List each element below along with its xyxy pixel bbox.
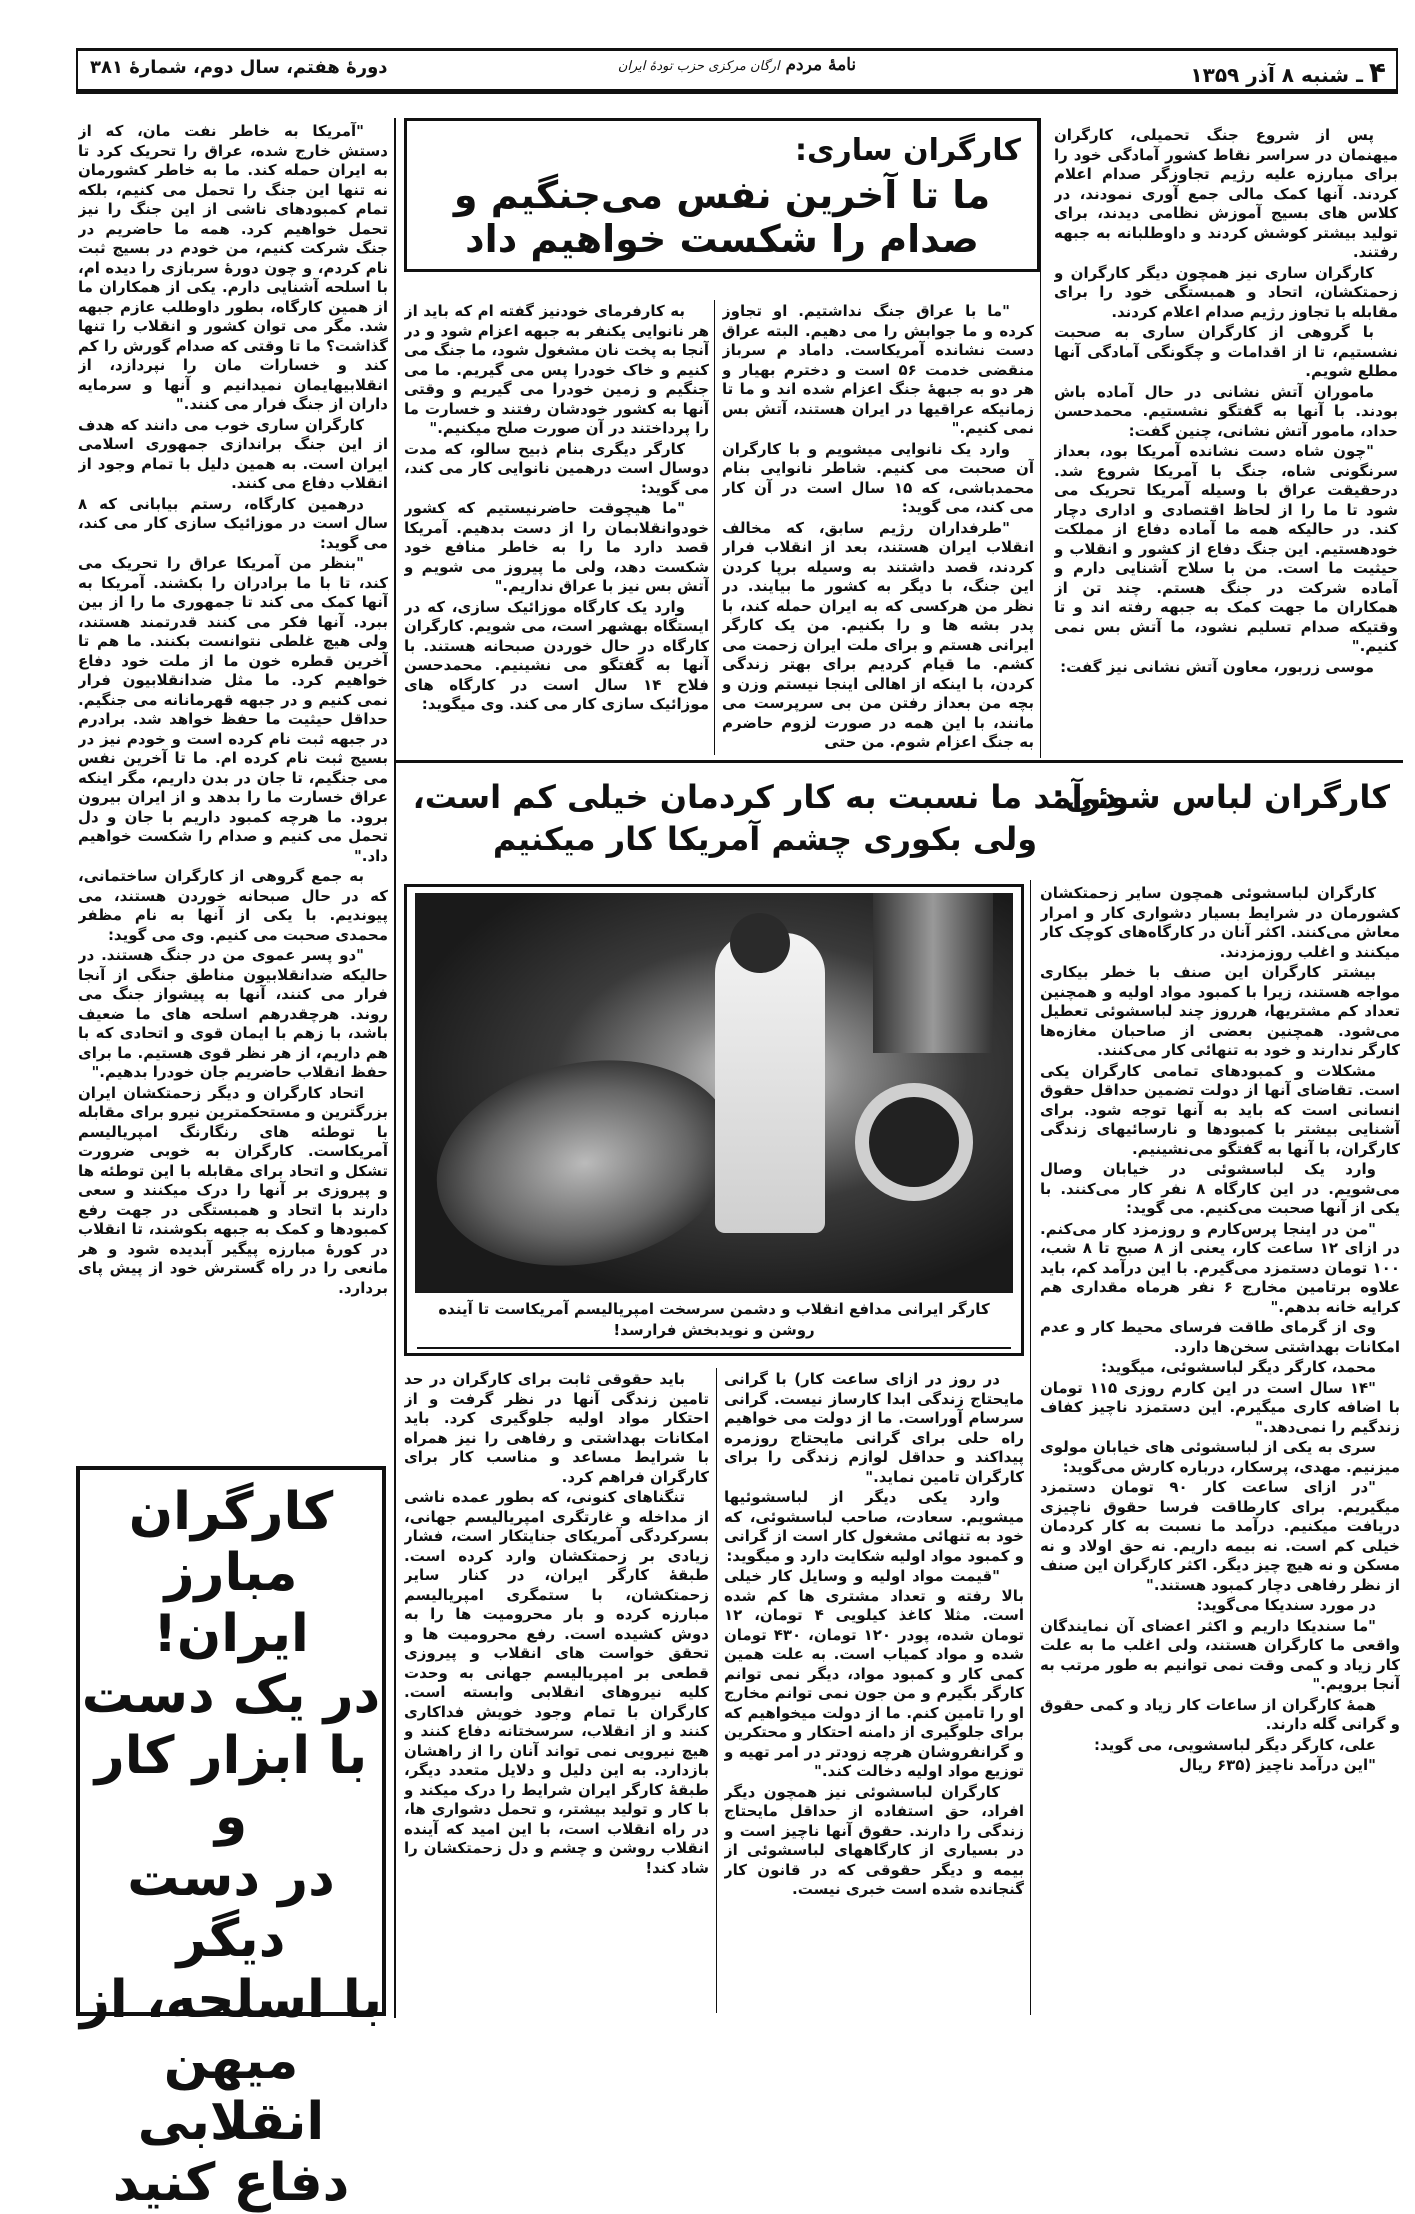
paragraph: "بنظر من آمریکا عراق را تحریک می کند، تا با ما برادران را بکشند. آمریکا به آنها کمک می کند تا جمهوری ما را از بین ببرد. آنها فکر می کنند قدرتمند هستند، ولی هیچ غلطی نتوانست بکنند. ما هم تا آخرین قطره خون ما از ملت خود دفاع خواهیم کرد. ما مثل ضدانقلابیون فرار نمی کنیم و در جبهه قهرمانانه می جنگیم. حداقل حیثیت ما حفظ خواهد شد. برادرم در جبهه ثبت نام کرده است و خودم نیز در بسیج ثبت نام کرده ام. ما تا آخرین نفس می جنگیم، تا جان در بدن داریم، مگر اینکه عراق خسارت ما را بدهد و از ایران بیرون برود. ما هرچه کمبود داریم با جان و دل تحمل می کنیم و صدام را شکست خواهیم داد." xyxy=(78,554,388,865)
paragraph: کارگران ساری خوب می دانند که هدف از این جنگ براندازی جمهوری اسلامی ایران است. به همین دلیل با تمام وجود از انقلاب دفاع می کنند. xyxy=(78,415,388,492)
paragraph: تنگناهای کنونی، که بطور عمده ناشی از مداخله و غارتگری امپریالیسم جهانی، بسرکردگی آمریکای جنایتکار است، فشار زیادی بر زحمتکشان وارد کرده است. طبقهٔ کارگر ایران، در کنار سایر زحمتکشان، با ستمگری امپریالیسم مبارزه کرده و بار محرومیت ها را به دوش کشیده است. رفع محرومیت ها و تحقق خواست های انقلاب و پیروزی قطعی بر امپریالیسم جهانی به وحدت کلیه نیروهای انقلابی وابسته است. کارگران با تمام وجود خویش فداکاری کنند و از انقلاب، سرسختانه دفاع کنند و هیچ نیرویی نمی تواند آنان را از راهشان بازدارد. به این دلیل و دلایل متعدد دیگر، طبقهٔ کارگر ایران شرایط را درک میکند و با کار و تولید بیشتر، و تحمل دشواری ها، در راه انقلاب است، با این امید که آینده انقلاب روشن و چشم و دل زحمتکشان را شاد کند! xyxy=(404,1488,709,1877)
article-laundry-column-2 xyxy=(724,1370,1024,2015)
headline-kicker: کارگران لباس شوئی: xyxy=(1051,778,1390,816)
paragraph: پس از شروع جنگ تحمیلی، کارگران میهنمان در سراسر نقاط کشور آمادگی خود را برای مبارزه علیه رژیم تجاوزگر صدام اعلام کردند. آنها کمک مالی جمع آوری نمودند، در کلاس های بسیج آموزش نظامی دیدند، برای تولید بیشتر کوشش کردند و داوطلبانه به جبهه رفتند. xyxy=(1054,126,1398,261)
headline-main: ما تا آخرین نفس می‌جنگیم و صدام را شکست خواهیم داد xyxy=(453,173,991,261)
paragraph: ماموران آتش نشانی در حال آماده باش بودند. با آنها به گفتگو نشستیم. محمدحسن حداد، مامور آتش نشانی، چنین گفت: xyxy=(1054,382,1398,440)
headline-kicker: کارگران ساری: xyxy=(795,133,1021,168)
paragraph: "طرفداران رژیم سابق، که مخالف انقلاب ایران هستند، بعد از انقلاب فرار کردند، قصد داشتند به وسیله برپا کردن این جنگ، با دیگر به کشور ما بیایند. در نظر من هرکسی که به ایران حمله کند، با پدر بشه ها و را بکنیم. من یک کارگر ایرانی هستم و برای ملت ایران زحمت می کشم. ما قیام کردیم برای بهتر زندگی کردن، با اینکه از اهالی اینجا نیستم وزن و بچه من بعداز رفتن من بی سرپرست می مانند، با این همه در صورت لزوم حاضرم به جنگ اعزام شوم. من حتی xyxy=(722,518,1034,751)
paragraph: "چون شاه دست نشانده آمریکا بود، بعداز سرنگونی شاه، جنگ با آمریکا شروع شد. درحقیقت عراق با وسیله آمریکا تحریک می شود تا ما را از لحاظ اقتصادی و اداری دچار کند. در حالیکه همه ما آماده دفاع از مملکت خودهستیم. این جنگ دفاع از کشور و انقلاب و حیثیت ما است. من با سلاح آشنایی دارم و آماده شرکت در جنگ هستم. چند تن از همکاران ما جهت کمک به جبهه رفته اند و تا وقتیکه صدام تسلیم نشود، ما آتش بس نمی کنیم." xyxy=(1054,442,1398,655)
paragraph: وارد یک نانوایی میشویم و با کارگران آن صحبت می کنیم. شاطر نانوایی بنام محمدباشی، که ۱۵ سال است در آن کار می کند، می گوید: xyxy=(722,439,1034,516)
paragraph: محمد، کارگر دیگر لباسشوئی، میگوید: xyxy=(1101,1358,1376,1376)
paragraph: "۱۴ سال است در این کارم روزی ۱۱۵ تومان با اضافه کاری میگیرم. این دستمزد ناچیز کفاف زندگیم را نمی‌دهد." xyxy=(1040,1378,1400,1436)
paragraph: به جمع گروهی از کارگران ساختمانی، که در حال صبحانه خوردن هستند، می پیوندیم. با یکی از آنها به نام مظفر محمدی صحبت می کنیم. وی می گوید: xyxy=(78,867,388,944)
paragraph: "قیمت مواد اولیه و وسایل کار خیلی بالا رفته و تعداد مشتری ها کم شده است. مثلا کاغذ کیلویی ۴ تومان، ۱۲ تومان شده، پودر ۱۲۰ تومان، ۴۳۰ تومان شده و مواد کمیاب است. به علت همین کمی کار و کمبود مواد، دیگر نمی توانم کارگر بگیرم و من جون نمی توانم مخارج او را تامین کنم. ما از دولت میخواهیم که برای جلوگیری از دامنه احتکار و محتکرین و گرانفروشان هرچه زودتر در امر تهیه و توزیع مواد اولیه دخالت کند." xyxy=(724,1567,1024,1780)
section-divider xyxy=(395,760,1403,763)
paragraph: همهٔ کارگران از ساعات کار زیاد و کمی حقوق و گرانی گله دارند. xyxy=(1040,1695,1400,1733)
paragraph: وارد یک لباسشوئی در خیابان وصال می‌شویم. در این کارگاه ۸ نفر کار می‌کنند. با یکی از آنها صحبت می‌کنیم. می گوید: xyxy=(1040,1160,1400,1217)
paragraph: "در ازای ساعت کار ۹۰ تومان دستمزد میگیریم. برای کارطاقت فرسا حقوق ناچیزی دریافت میکنیم. درآمد ما نسبت به کار کردمان خیلی کم است. نه بیمه داریم. نه حق اولاد و نه مسکن و نه هیچ چیز دیگر. اکثر کارگران این صنف از نظر رفاهی دچار کمبود هستند." xyxy=(1040,1478,1400,1594)
worker-head xyxy=(730,913,790,973)
machine-wheel-shape xyxy=(855,1083,973,1201)
paragraph: "آمریکا به خاطر نفت مان، که از دستش خارج شده، عراق را تحریک کرد تا به ایران حمله کند. ما به خاطر کشورمان نه تنها این جنگ را تحمل می کنیم، بلکه تمام کمبودهای ناشی از این جنگ را نیز تحمل خواهیم کرد. همه ما حاضریم در جنگ شرکت کنیم، من خودم در بسیج ثبت نام کردم، و چون دورهٔ سربازی را دیده ام، با اسلحه آشنایی دارم. یکی از همکاران ما از همین کارگاه، بطور داوطلب عازم جبهه شد. مگر می توان کشور و انقلاب را تنها گذاشت؟ ما تا وقتی که صدام گورش را کم کند و خسارات مان را نپردازد، از انقلابیهایمان نمیدانیم و آنها و سرمایه داران از جنگ فرار می کنند." xyxy=(78,122,388,413)
paragraph: اتحاد کارگران و دیگر زحمتکشان ایران بزرگترین و مستحکمترین نیرو برای مقابله با توطئه های رنگارنگ امپریالیسم آمریکاست. کارگران به خوبی ضرورت تشکل و اتحاد برای مقابله با این توطئه ها و پیروزی بر آنها را درک میکنند و سعی دارند با اتحاد و همبستگی در جهت رفع کمبودها و کمک به جبهه بکوشند، تا انقلاب در کورهٔ مبارزه پیگیر آبدیده شود و هر مانعی را در راه گسترش خود از پیش پای بردارد. xyxy=(78,1083,388,1297)
paragraph: در روز در ازای ساعت کار) با گرانی مایحتاج زندگی ابدا کارساز نیست. گرانی سرسام آوراست. ما از دولت می خواهیم راه حلی برای گرانی مایحتاج روزمره پیداکند و حداقل لوازم زندگی را برای کارگران تامین نماید." xyxy=(724,1370,1024,1486)
caption-rule xyxy=(417,1347,1011,1349)
paper-subtitle: ارگان مرکزی حزب تودهٔ ایران xyxy=(617,59,780,74)
paragraph: "ما هیچوقت حاضرنیستیم که کشور خودوانقلابمان را از دست بدهیم. آمریکا قصد دارد ما را به خاطر منافع خود شکست دهد، ولی ما پیروز می شویم و آتش بس نیز با عراق نداریم." xyxy=(404,499,709,595)
worker-photo xyxy=(415,893,1013,1293)
slogan-line: کارگران xyxy=(128,1482,334,1542)
issue-number: دورهٔ هفتم، سال دوم، شمارهٔ ۳۸۱ xyxy=(90,57,388,78)
paragraph: وارد یک کارگاه موزائیک سازی، که در ایستگاه بهشهر است، می شویم. کارگران کارگاه در حال خوردن صبحانه هستند. با آنها به گفتگو می نشینیم. محمدحسن فلاح ۱۴ سال است در کارگاه های موزائیک سازی کار می کند. وی میگوید: xyxy=(404,597,709,713)
paragraph: کارگران لباسشوئی نیز همچون دیگر افراد، حق استفاده از حداقل مایحتاج زندگی را دارند. حقوق آنها ناچیز است و در بسیاری از کارگاههای لباسشوئی از بیمه و دیگر حقوقی که در قانون کار گنجانده شده است خبری نیست. xyxy=(724,1782,1024,1898)
article-laundry-headline xyxy=(395,772,1400,878)
paragraph: کارگر دیگری بنام ذبیح سالو، که مدت دوسال است درهمین نانوایی کار می کند، می گوید: xyxy=(404,439,709,497)
paragraph: "دو پسر عموی من در جنگ هستند. در حالیکه ضدانقلابیون مناطق جنگی از آنجا فرار می کنند، آنها به پیشواز جنگ می روند. هرچقدرهم اسلحه های ما ضعیف باشد، با زهم با ایمان قوی و اتحادی که با هم داریم، از هر نظر قوی هستیم. ما برای حفظ انقلاب حاضریم جان خودرا بدهیم." xyxy=(78,946,388,1081)
worker-figure xyxy=(715,933,825,1233)
paragraph: وارد یکی دیگر از لباسشوئیها میشویم. سعادت، صاحب لباسشوئی، که خود به تنهائی مشغول کار است از گرانی و کمبود مواد اولیه شکایت دارد و میگوید: xyxy=(724,1488,1024,1565)
paragraph: به کارفرمای خودنیز گفته ام که باید از هر نانوایی یکنفر به جبهه اعزام شود و در آنجا به پخت نان مشغول شود، ما جنگ می کنیم و خاک خودرا پس می گیریم. ما می جنگیم و زمین خودرا می گیریم و وقتی آنها به کشور خودشان رفتند و خسارت ما را پرداختند در آن صورت صلح میکنیم." xyxy=(404,302,709,437)
paragraph: "ما با عراق جنگ نداشتیم. او تجاوز کرده و ما جوابش را می دهیم. البته عراق دست نشانده آمریکاست. داماد م سرباز منقضی خدمت ۵۶ است و دخترم بهیار و هر دو به جبههٔ جنگ اعزام شده اند و ما تا زمانیکه عراقیها در ایران هستند، آتش بس نمی کنیم." xyxy=(722,302,1034,437)
machine-shape xyxy=(873,893,993,1053)
masthead xyxy=(76,48,1398,94)
article-sari-headline xyxy=(404,118,1040,272)
photo-caption: کارگر ایرانی مدافع انقلاب و دشمن سرسخت امپریالیسم آمریکاست تا آینده روشن و نویدبخش فرارسد! xyxy=(438,1300,990,1339)
slogan-line: میهن انقلابی xyxy=(137,2031,325,2152)
paragraph: بیشتر کارگران این صنف با خطر بیکاری مواجه هستند، زیرا با کمبود مواد اولیه و همچنین تعداد کم مشتریها، هرروز چند لباسشوئی تعطیل می‌شود. همچنین بعضی از صاحبان مغازه‌ها کارگر ندارند و خود به تنهائی کار می‌کنند. xyxy=(1040,963,1400,1059)
paper-title: نامهٔ مردم xyxy=(785,55,857,75)
paragraph: سری به یکی از لباسشوئی های خیابان مولوی میزنیم. مهدی، پرسکار، درباره کارش می‌گوید: xyxy=(1040,1438,1400,1476)
slogan-line: در یک دست xyxy=(81,1665,381,1725)
paper-name xyxy=(618,55,856,75)
paragraph: "ما سندیکا داریم و اکثر اعضای آن نمایندگان واقعی ما کارگران هستند، ولی اغلب ما به علت کار زیاد و کمی وقت نمی توانیم به طور مرتب به آنجا برویم." xyxy=(1040,1616,1400,1693)
column-divider xyxy=(394,118,396,2018)
paragraph: کارگران لباسشوئی همچون سایر زحمتکشان کشورمان در شرایط بسیار دشواری کار و امرار معاش می‌کنند. اکثر آنان در کارگاه‌های کوچک کار میکنند و اغلب روزمزدند. xyxy=(1040,884,1400,961)
paragraph: باید حقوقی ثابت برای کارگران در حد تامین زندگی آنها در نظر گرفت و از احتکار مواد اولیه جلوگیری کرد. باید امکانات بهداشتی و رفاهی را نیز همراه با شرایط مساعد و مناسب کار برای کارگران فراهم کرد. xyxy=(404,1370,709,1486)
page-date xyxy=(1190,56,1386,89)
column-divider xyxy=(1030,880,1031,2015)
photo-box xyxy=(404,884,1024,1356)
slogan-box xyxy=(76,1466,386,2213)
article-sari-column-2 xyxy=(722,302,1034,757)
article-sari-column-4 xyxy=(78,122,388,1452)
column-divider xyxy=(1040,118,1041,758)
article-laundry-column-1 xyxy=(1040,884,1400,2016)
slogan-line: با اسلحه، از xyxy=(80,1970,382,2030)
machine-drum-shape xyxy=(417,1034,752,1292)
slogan-line: مبارز ایران! xyxy=(153,1543,309,1664)
column-divider xyxy=(714,300,715,755)
article-sari-column-3 xyxy=(404,302,709,757)
paragraph: در مورد سندیکا می‌گوید: xyxy=(1196,1596,1376,1614)
slogan-line: دفاع کنید xyxy=(112,2153,350,2213)
paragraph: "این درآمد ناچیز (۶۳۵ ریال xyxy=(1178,1756,1376,1774)
slogan-line: در دست دیگر xyxy=(127,1848,335,1969)
slogan-line: با ابزار کار و xyxy=(94,1726,368,1847)
paragraph: کارگران ساری نیز همچون دیگر کارگران و زحمتکشان، اتحاد و همبستگی خود را برای مقابله با تجاوز رژیم صدام اعلام کردند. xyxy=(1054,263,1398,321)
issue-date: ـ شنبه ۸ آذر ۱۳۵۹ xyxy=(1190,63,1363,87)
paragraph: موسی زربور، معاون آتش نشانی نیز گفت: xyxy=(1060,657,1374,676)
paragraph: علی، کارگر دیگر لباسشویی، می گوید: xyxy=(1094,1735,1376,1754)
page-number: ۴ xyxy=(1368,56,1386,89)
paragraph: وی از گرمای طاقت فرسای محیط کار و عدم امکانات بهداشتی سخن‌ها دارد. xyxy=(1040,1318,1400,1356)
article-laundry-column-3 xyxy=(404,1370,709,2015)
article-sari-column-1 xyxy=(1054,126,1398,756)
paragraph: با گروهی از کارگران ساری به صحبت نشستیم، تا از اقدامات و چگونگی آمادگی آنها مطلع شویم. xyxy=(1054,323,1398,380)
paragraph: درهمین کارگاه، رستم بیابانی که ۸ سال است در موزائیک سازی کار می کند، می گوید: xyxy=(78,494,388,552)
paragraph: "من در اینجا پرس‌کارم و روزمزد کار می‌کنم. در ازای ۱۲ ساعت کار، یعنی از ۸ صبح تا ۸ شب، ۱۰۰ تومان دستمزد می‌گیرم. با این درآمد کم، باید علاوه برتامین مخارج ۶ نفر هرماه مقداری هم کرایه خانه بدهم." xyxy=(1040,1219,1400,1316)
paragraph: مشکلات و کمبودهای تمامی کارگران یکی است. تقاضای آنها از دولت تضمین حداقل حقوق انسانی است که باید به آنها توجه شود. برای آشنایی بیشتر با کمبودها و نارسائیهای زندگی کارگران، با آنها به گفتگو می‌نشینیم. xyxy=(1040,1061,1400,1158)
column-divider xyxy=(716,1368,717,2013)
headline-main: درآمد ما نسبت به کار کردمان خیلی کم است، ولی بکوری چشم آمریکا کار میکنیم xyxy=(412,778,1118,858)
